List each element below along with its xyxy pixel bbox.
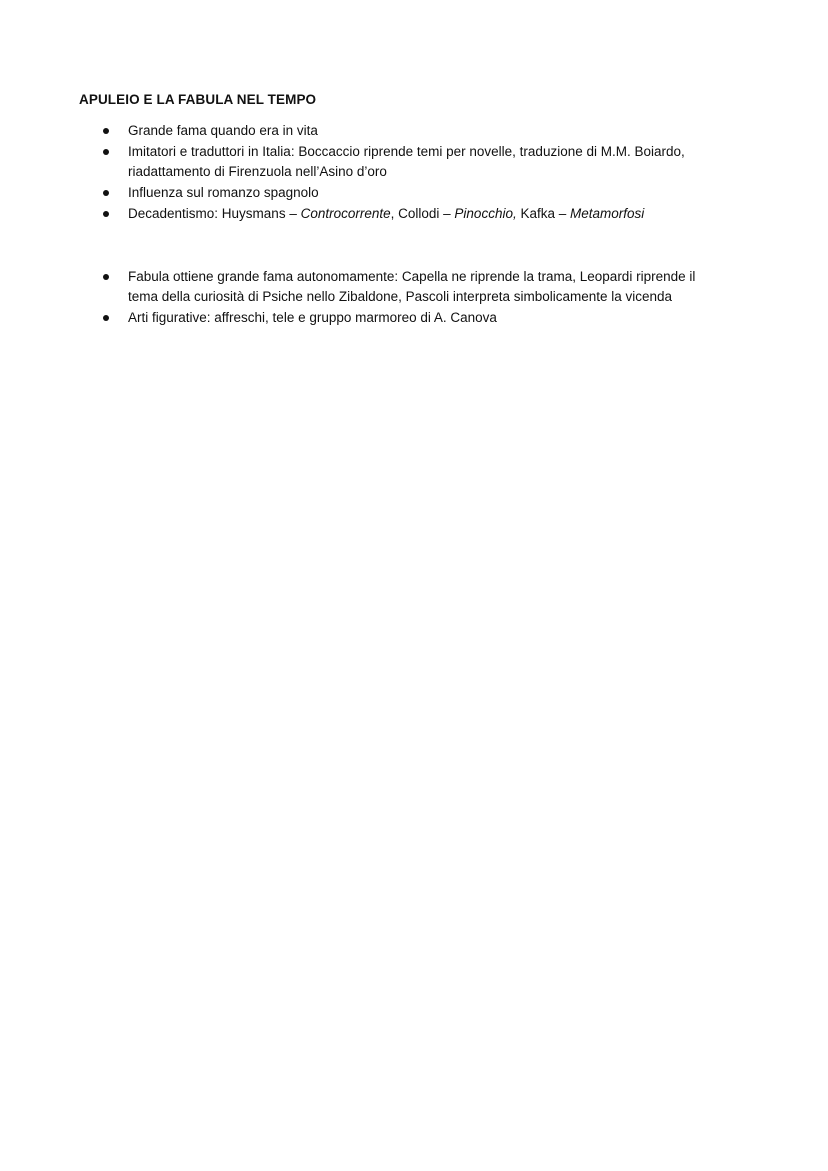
bullet-icon (103, 274, 109, 280)
bullet-icon (103, 315, 109, 321)
work-title-controcorrente: Controcorrente (300, 206, 391, 221)
bullet-icon (103, 128, 109, 134)
list-item (128, 183, 728, 203)
list-item-text: Influenza sul romanzo spagnolo (128, 185, 319, 200)
list-item (128, 204, 728, 224)
list-item-text-line-1: Fabula ottiene grande fama autonomamente: Capella ne riprende la trama, Leopardi riprende il (128, 269, 696, 284)
list-item-text-line-2: riadattamento di Firenzuola nell’Asino d’oro (128, 164, 387, 179)
bullet-icon (103, 211, 109, 217)
list-item (128, 121, 728, 141)
list-item (128, 267, 728, 307)
list-item-text: Kafka – (516, 206, 571, 221)
list-item-text-line-1: Imitatori e traduttori in Italia: Boccaccio riprende temi per novelle, traduzione di M.M. Boiardo, (128, 144, 685, 159)
list-item-text: , Collodi – (390, 206, 455, 221)
bullet-icon (103, 190, 109, 196)
bullet-list-first (128, 121, 728, 225)
bullet-list-second (128, 267, 728, 329)
list-item (128, 142, 728, 182)
work-title-metamorfosi: Metamorfosi (570, 206, 645, 221)
list-item-text: Grande fama quando era in vita (128, 123, 318, 138)
list-item-text: Arti figurative: affreschi, tele e gruppo marmoreo di A. Canova (128, 310, 497, 325)
document-title: APULEIO E LA FABULA NEL TEMPO (79, 92, 317, 107)
bullet-icon (103, 149, 109, 155)
list-item-text: Decadentismo: Huysmans – (128, 206, 301, 221)
list-item (128, 308, 728, 328)
list-item-text-line-2: tema della curiosità di Psiche nello Zibaldone, Pascoli interpreta simbolicamente la vicenda (128, 289, 673, 304)
work-title-pinocchio: Pinocchio, (454, 206, 517, 221)
